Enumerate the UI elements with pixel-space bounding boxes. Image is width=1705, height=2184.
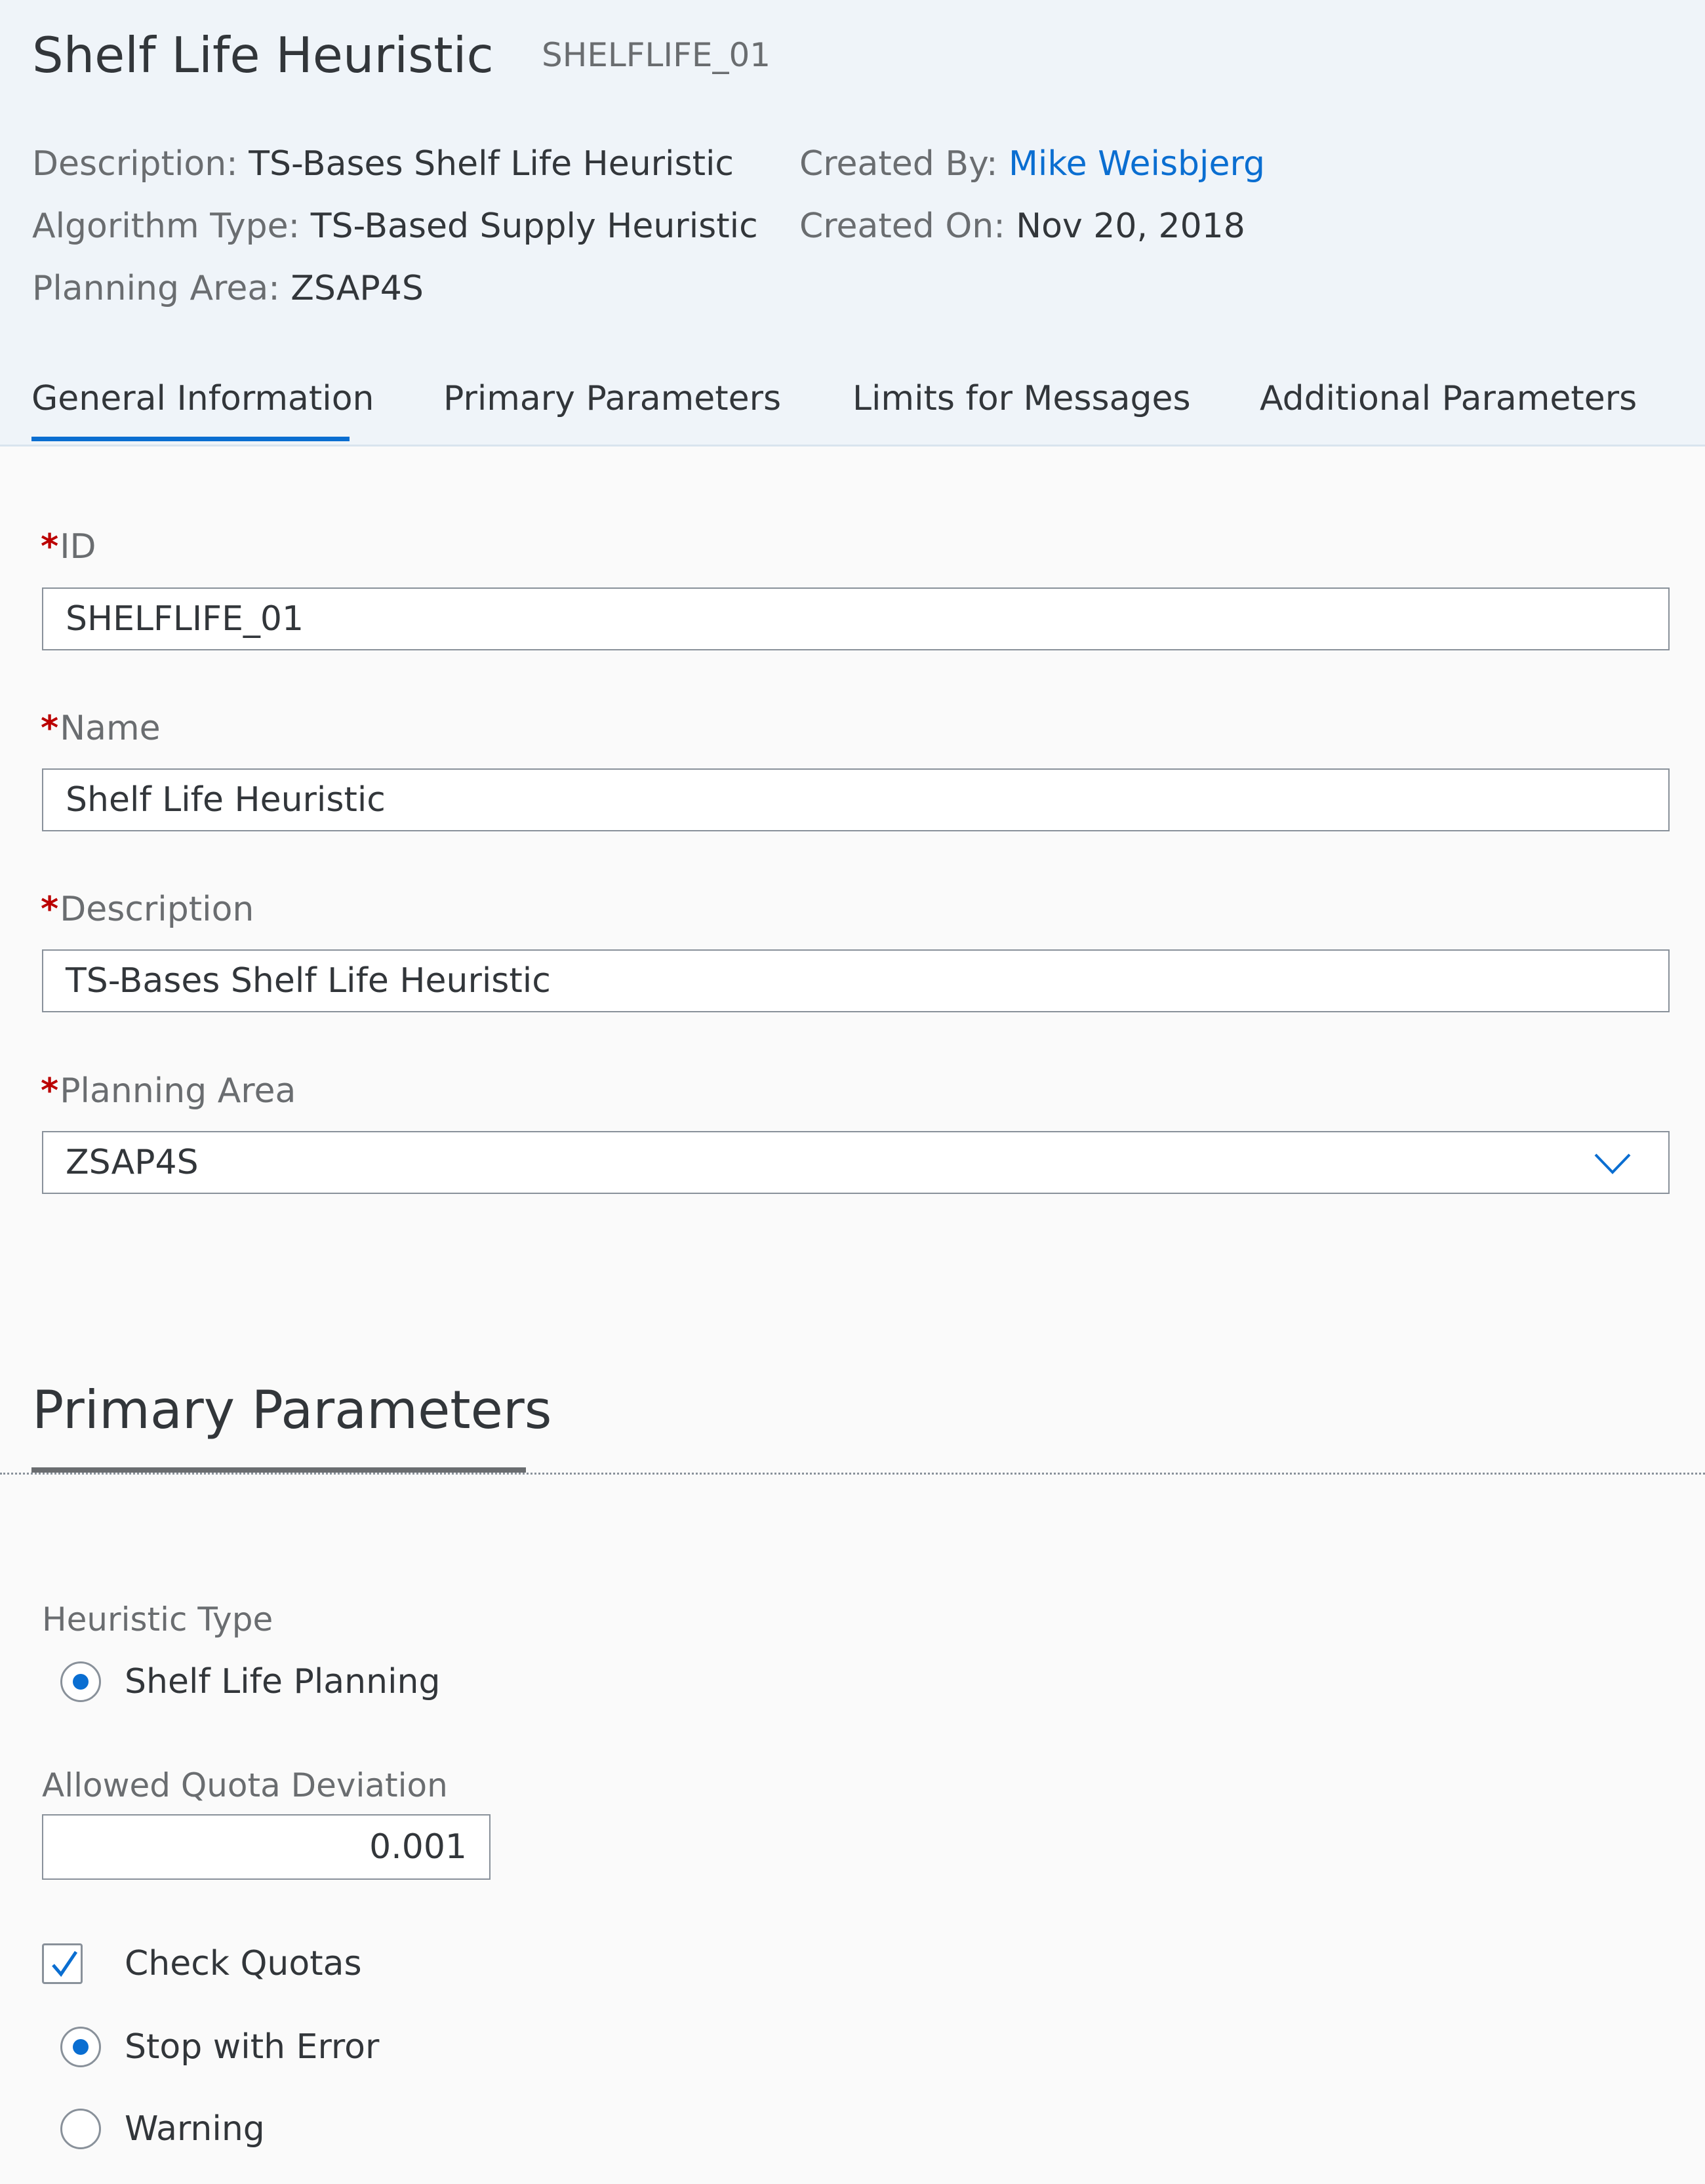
checkmark-icon <box>48 1948 81 1981</box>
planning-area-selected-value: ZSAP4S <box>66 1143 199 1182</box>
required-marker: * <box>41 1071 59 1111</box>
attribute-value: TS-Bases Shelf Life Heuristic <box>249 144 734 184</box>
description-field[interactable]: TS-Bases Shelf Life Heuristic <box>42 949 1670 1012</box>
tab-additional-parameters[interactable]: Additional Parameters <box>1260 379 1637 418</box>
attribute-label: Created By: <box>799 144 998 184</box>
radio-selected-dot <box>73 1674 89 1690</box>
heuristic-type-label: Heuristic Type <box>42 1600 273 1638</box>
header-attribute-created-on <box>799 204 1245 248</box>
allowed-quota-deviation-label: Allowed Quota Deviation <box>42 1766 448 1804</box>
planning-area-label-text: Planning Area <box>60 1071 296 1111</box>
attribute-label: Description: <box>32 144 238 184</box>
attribute-label: Created On: <box>799 207 1005 246</box>
header-attribute-description <box>32 142 734 186</box>
radio-label: Warning <box>125 2109 265 2149</box>
attribute-value: Nov 20, 2018 <box>1016 207 1245 246</box>
attribute-label: Algorithm Type: <box>32 207 300 246</box>
page-subtitle: SHELFLIFE_01 <box>542 36 771 74</box>
id-label <box>41 525 96 569</box>
radio-button[interactable] <box>60 2109 101 2149</box>
description-label <box>41 887 254 932</box>
allowed-quota-deviation-field[interactable]: 0.001 <box>42 1814 491 1880</box>
tab-limits-for-messages[interactable]: Limits for Messages <box>852 379 1191 418</box>
section-title-underline <box>31 1467 526 1473</box>
attribute-value: ZSAP4S <box>291 269 424 308</box>
radio-selected-dot <box>73 2039 89 2055</box>
radio-label: Shelf Life Planning <box>125 1662 441 1701</box>
radio-button[interactable] <box>60 2027 101 2067</box>
attribute-label: Planning Area: <box>32 269 280 308</box>
header-attribute-created-by <box>799 142 1265 186</box>
check-quotas-label: Check Quotas <box>125 1944 362 1983</box>
object-header <box>0 0 1705 445</box>
attribute-value: TS-Based Supply Heuristic <box>310 207 758 246</box>
tab-primary-parameters[interactable]: Primary Parameters <box>443 379 782 418</box>
required-marker: * <box>41 527 59 566</box>
required-marker: * <box>41 709 59 748</box>
name-field[interactable]: Shelf Life Heuristic <box>42 768 1670 831</box>
radio-label: Stop with Error <box>125 2027 380 2067</box>
id-field[interactable]: SHELFLIFE_01 <box>42 587 1670 650</box>
header-attribute-planning-area <box>32 266 424 311</box>
id-label-text: ID <box>60 527 96 566</box>
section-title-primary-parameters: Primary Parameters <box>32 1380 552 1440</box>
check-quotas-checkbox[interactable] <box>42 1943 83 1984</box>
name-label <box>41 706 161 751</box>
planning-area-label <box>41 1069 296 1113</box>
planning-area-select[interactable] <box>42 1131 1670 1194</box>
created-by-link[interactable]: Mike Weisbjerg <box>1009 144 1265 184</box>
section-divider <box>0 1473 1705 1475</box>
name-label-text: Name <box>60 709 161 748</box>
chevron-down-icon[interactable] <box>1594 1152 1632 1176</box>
required-marker: * <box>41 890 59 929</box>
tab-general-information[interactable]: General Information <box>31 379 374 418</box>
page-title: Shelf Life Heuristic <box>32 26 494 84</box>
radio-button[interactable] <box>60 1661 101 1702</box>
header-attribute-algorithm-type <box>32 204 758 248</box>
selected-tab-indicator <box>31 437 350 441</box>
description-label-text: Description <box>60 890 254 929</box>
